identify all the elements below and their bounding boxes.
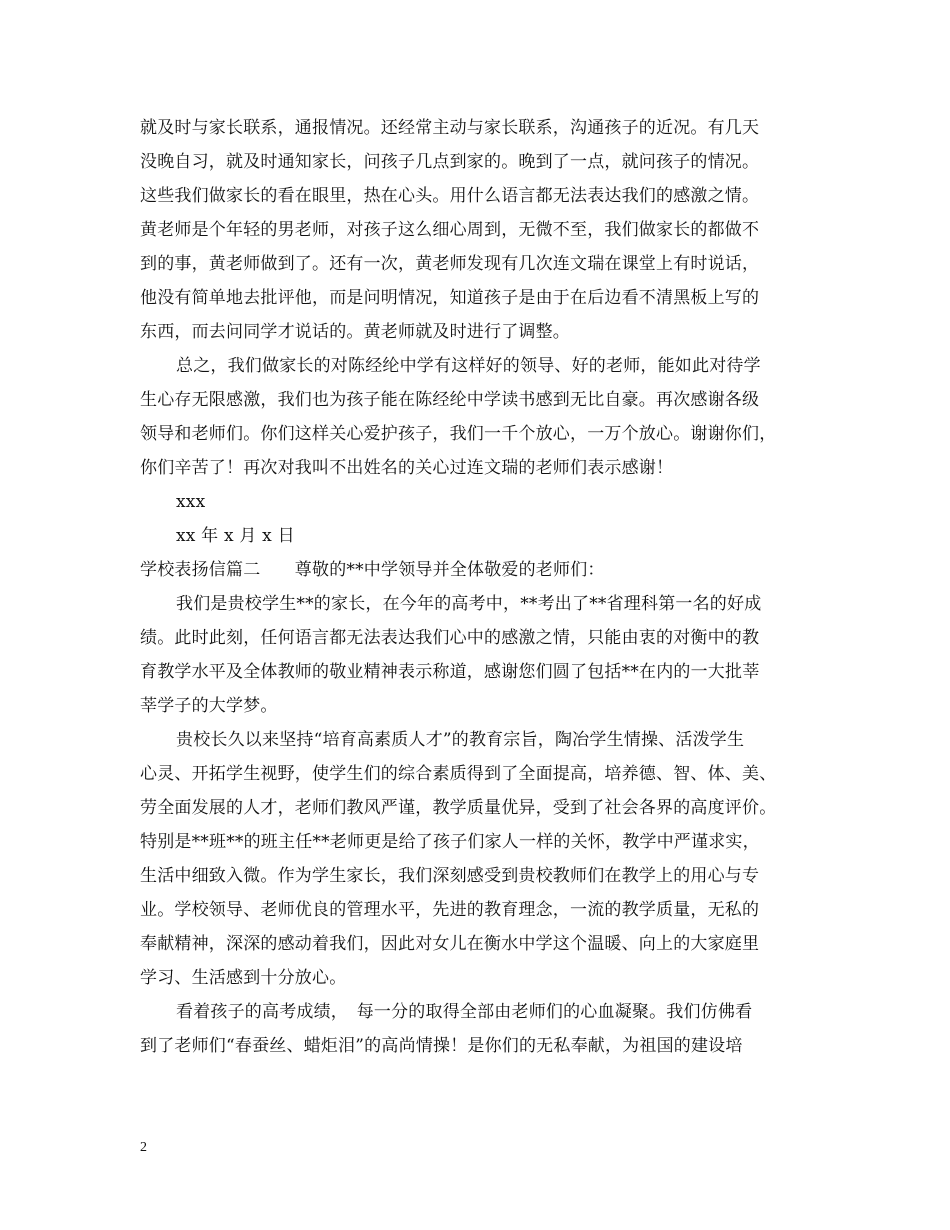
- text-line: 生活中细致入微。作为学生家长，我们深刻感受到贵校教师们在教学上的用心与专: [140, 866, 760, 886]
- text-line: 育教学水平及全体教师的敬业精神表示称道，感谢您们圆了包括**在内的一大批莘: [140, 662, 760, 682]
- text-line: 生心存无限感激，我们也为孩子能在陈经纶中学读书感到无比自豪。再次感谢各级: [140, 390, 760, 410]
- text-line: 学习、生活感到十分放心。: [140, 968, 347, 988]
- text-line: 领导和老师们。你们这样关心爱护孩子，我们一千个放心，一万个放心。谢谢你们，: [140, 424, 777, 444]
- text-line: 业。学校领导、老师优良的管理水平，先进的教育理念，一流的教学质量，无私的: [140, 900, 760, 920]
- text-line: 你们辛苦了！再次对我叫不出姓名的关心过连文瑞的老师们表示感谢！: [140, 458, 674, 478]
- text-line: 奉献精神，深深的感动着我们，因此对女儿在衡水中学这个温暖、向上的大家庭里: [140, 934, 760, 954]
- text-line: 他没有简单地去批评他，而是问明情况，知道孩子是由于在后边看不清黑板上写的: [140, 288, 760, 308]
- text-line: 到了老师们“春蚕丝、蜡炬泪”的高尚情操！是你们的无私奉献，为祖国的建设培: [140, 1036, 743, 1056]
- text-line: 到的事，黄老师做到了。还有一次，黄老师发现有几次连文瑞在课堂上有时说话，: [140, 254, 760, 274]
- text-line: 就及时与家长联系，通报情况。还经常主动与家长联系，沟通孩子的近况。有几天: [140, 118, 760, 138]
- text-line: 心灵、开拓学生视野，使学生们的综合素质得到了全面提高，培养德、智、体、美、: [140, 764, 777, 784]
- text-line: 莘学子的大学梦。: [140, 696, 278, 716]
- paragraph-start-line: 看着孩子的高考成绩， 每一分的取得全部由老师们的心血凝聚。我们仿佛看: [176, 1002, 753, 1022]
- text-line: 东西，而去问同学才说话的。黄老师就及时进行了调整。: [140, 322, 570, 342]
- page-number: 2: [140, 1140, 147, 1155]
- paragraph-start-line: 我们是贵校学生**的家长，在今年的高考中，**考出了**省理科第一名的好成: [176, 594, 762, 614]
- text-line: 黄老师是个年轻的男老师，对孩子这么细心周到，无微不至，我们做家长的都做不: [140, 220, 760, 240]
- text-line: 特别是**班**的班主任**老师更是给了孩子们家人一样的关怀，教学中严谨求实，: [140, 832, 760, 852]
- text-line: 劳全面发展的人才，老师们教风严谨，教学质量优异，受到了社会各界的高度评价。: [140, 798, 777, 818]
- signature-name: xxx: [176, 492, 206, 512]
- text-line: 没晚自习，就及时通知家长，问孩子几点到家的。晚到了一点，就问孩子的情况。: [140, 152, 760, 172]
- paragraph-start-line: 贵校长久以来坚持“培育高素质人才”的教育宗旨，陶冶学生情操、活泼学生: [176, 730, 745, 750]
- section-heading-line: 学校表扬信篇二 尊敬的**中学领导并全体敬爱的老师们：: [140, 560, 605, 580]
- paragraph-start-line: 总之，我们做家长的对陈经纶中学有这样好的领导、好的老师，能如此对待学: [176, 356, 761, 376]
- text-line: 这些我们做家长的看在眼里，热在心头。用什么语言都无法表达我们的感激之情。: [140, 186, 760, 206]
- signature-date: xx 年 x 月 x 日: [176, 526, 295, 546]
- text-line: 绩。此时此刻，任何语言都无法表达我们心中的感激之情，只能由衷的对衡中的教: [140, 628, 760, 648]
